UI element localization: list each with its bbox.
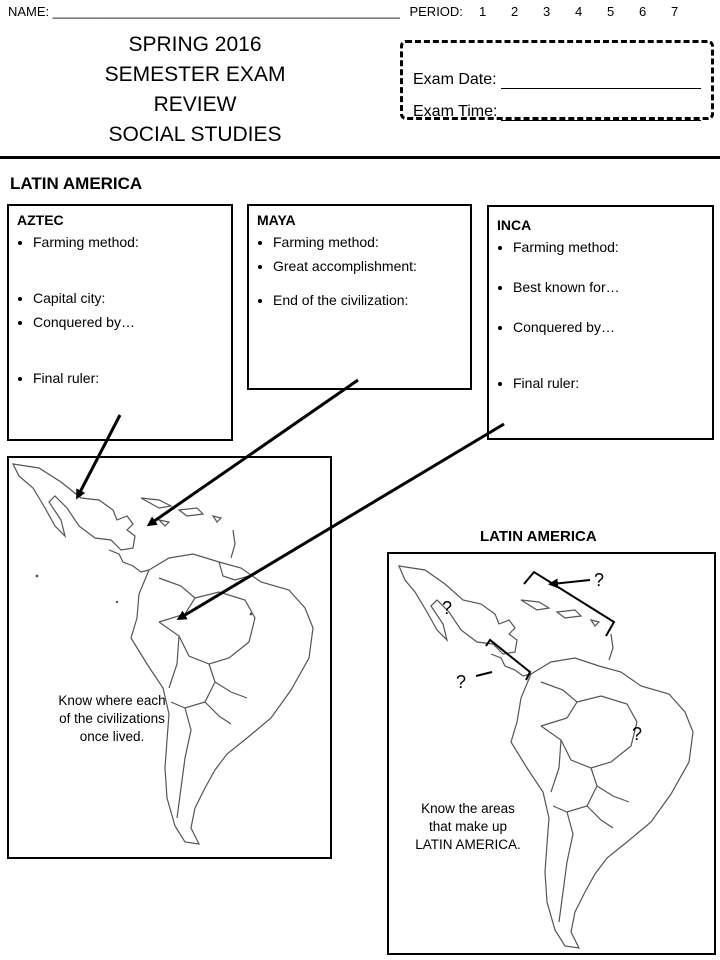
caption-line: Know where each [58,693,166,708]
aztec-title: AZTEC [17,212,64,228]
exam-date-label: Exam Date: [413,71,497,88]
inca-title: INCA [497,217,532,233]
question-mark-mexico: ? [442,598,453,618]
question-mark-caribbean: ? [594,570,605,590]
inca-item: • Best known for… [513,279,704,295]
maya-item: • Farming method: [273,234,462,250]
caribbean-pointer [552,580,590,584]
name-blank[interactable]: ________________________________________________ [52,4,400,19]
question-mark-central-america: ? [456,672,467,692]
title-line: SPRING 2016 [128,33,262,56]
maya-item: • Great accomplishment: [273,258,462,274]
caption-line: of the civilizations [59,711,165,726]
inca-item: • Final ruler: [513,375,704,391]
period-option[interactable]: 7 [670,4,679,19]
period-option[interactable]: 5 [606,4,615,19]
maya-item: • End of the civilization: [273,292,462,308]
period-option[interactable]: 4 [574,4,583,19]
region-brackets [476,572,614,680]
exam-time-label: Exam Time: [413,103,498,120]
aztec-item: • Farming method: [33,234,223,250]
aztec-arrow [78,415,120,496]
inca-arrow [180,424,504,618]
caption-line: LATIN AMERICA. [415,837,521,852]
latin-america-map-title: LATIN AMERICA [480,528,597,545]
central-america-pointer [476,672,492,676]
period-option[interactable]: 1 [478,4,487,19]
section-title: LATIN AMERICA [10,174,143,193]
aztec-item: • Final ruler: [33,370,223,386]
title-line: SEMESTER EXAM [104,63,286,86]
title-line: REVIEW [153,93,237,116]
caption-line: Know the areas [421,801,515,816]
inca-item: • Conquered by… [513,319,704,335]
caption-line: once lived. [79,729,145,744]
caption-line: that make up [428,819,508,834]
period-option[interactable]: 2 [510,4,519,19]
aztec-item: • Conquered by… [33,314,223,330]
central-america-bracket [486,640,530,680]
period-option[interactable]: 3 [542,4,551,19]
maya-title: MAYA [257,212,296,228]
title-line: SOCIAL STUDIES [108,123,282,146]
inca-item: • Farming method: [513,239,704,255]
question-mark-south-america: ? [632,724,643,744]
maya-arrow [150,380,358,524]
name-label: NAME: [8,4,50,19]
period-label: PERIOD: [409,4,463,19]
aztec-item: • Capital city: [33,290,223,306]
period-option[interactable]: 6 [638,4,647,19]
